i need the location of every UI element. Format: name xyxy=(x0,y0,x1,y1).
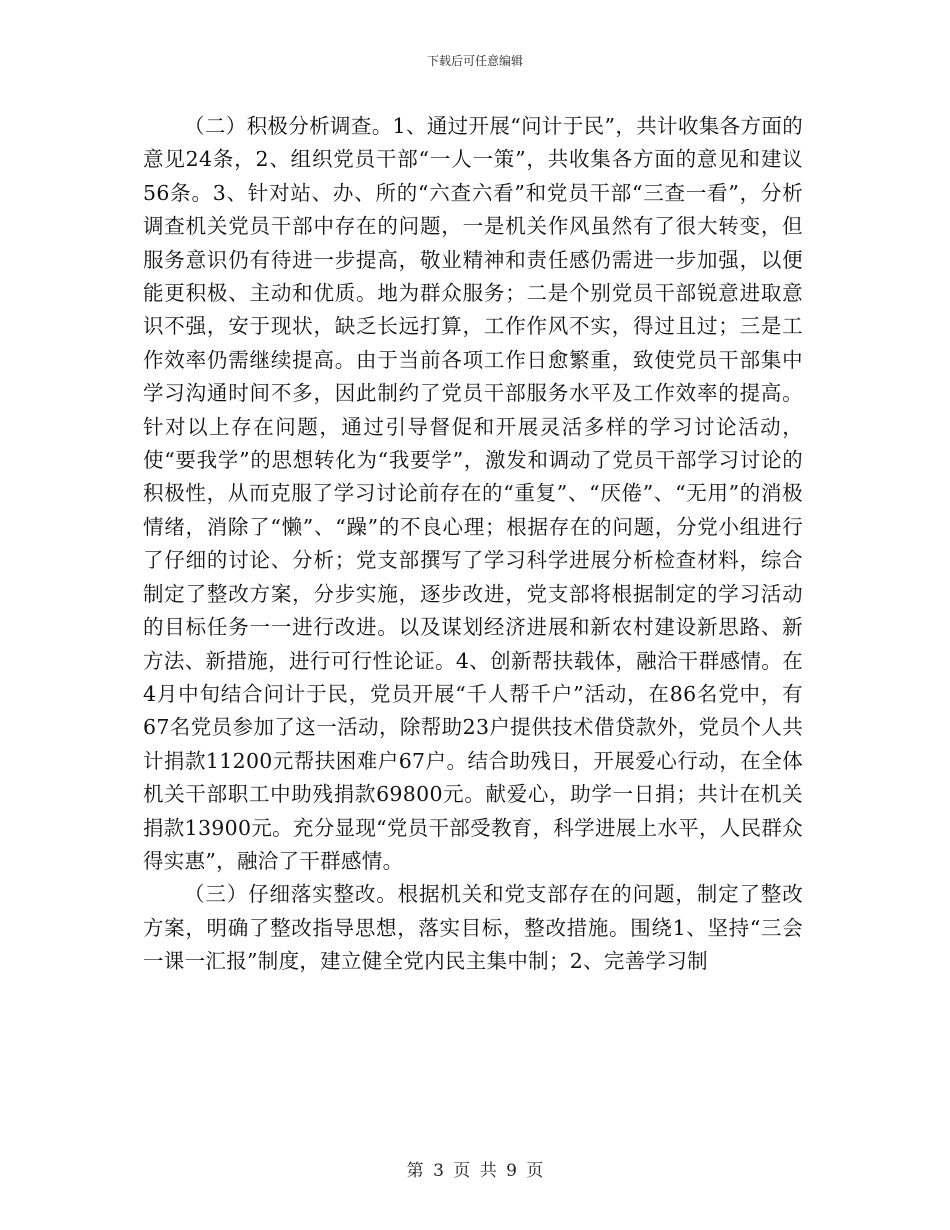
paragraph-investigation: （二）积极分析调查。1、通过开展“问计于民”，共计收集各方面的意见24条，2、组织党员干部“一人一策”，共收集各方面的意见和建议56条。3、针对站、办、所的“六查六看”和党员干部“三查一看”，分析调查机关党员干部中存在的问题，一是机关作风虽然有了很大转变，但服务意识仍有待进一步提高，敬业精神和责任感仍需进一步加强，以便能更积极、主动和优质。地为群众服务；二是个别党员干部锐意进取意识不强，安于现状，缺乏长远打算，工作作风不实，得过且过；三是工作效率仍需继续提高。由于当前各项工作日愈繁重，致使党员干部集中学习沟通时间不多，因此制约了党员干部服务水平及工作效率的提高。针对以上存在问题，通过引导督促和开展灵活多样的学习讨论活动，使“要我学”的思想转化为“我要学”，激发和调动了党员干部学习讨论的积极性，从而克服了学习讨论前存在的“重复”、“厌倦”、“无用”的消极情绪，消除了“懒”、“躁”的不良心理；根据存在的问题，分党小组进行了仔细的讨论、分析；党支部撰写了学习科学进展分析检查材料，综合制定了整改方案，分步实施，逐步改进，党支部将根据制定的学习活动的目标任务一一进行改进。以及谋划经济进展和新农村建设新思路、新方法、新措施，进行可行性论证。4、创新帮扶载体，融洽干群感情。在4月中旬结合问计于民，党员开展“千人帮千户”活动，在86名党中，有67名党员参加了这一活动，除帮助23户提供技术借贷款外，党员个人共计捐款11200元帮扶困难户67户。结合助残日，开展爱心行动，在全体机关干部职工中助残捐款69800元。献爱心，助学一日捐；共计在机关捐款13900元。充分显现“党员干部受教育，科学进展上水平，人民群众得实惠”，融洽了干群感情。 xyxy=(143,114,803,873)
page-header: 下载后可任意编辑 xyxy=(426,54,523,68)
page-footer: 第 3 页 共 9 页 xyxy=(406,1161,544,1181)
paragraph-rectification: （三）仔细落实整改。根据机关和党支部存在的问题，制定了整改方案，明确了整改指导思想，落实目标，整改措施。围绕1、坚持“三会一课一汇报”制度，建立健全党内民主集中制；2、完善学习制 xyxy=(143,882,803,974)
document-body xyxy=(143,110,803,979)
